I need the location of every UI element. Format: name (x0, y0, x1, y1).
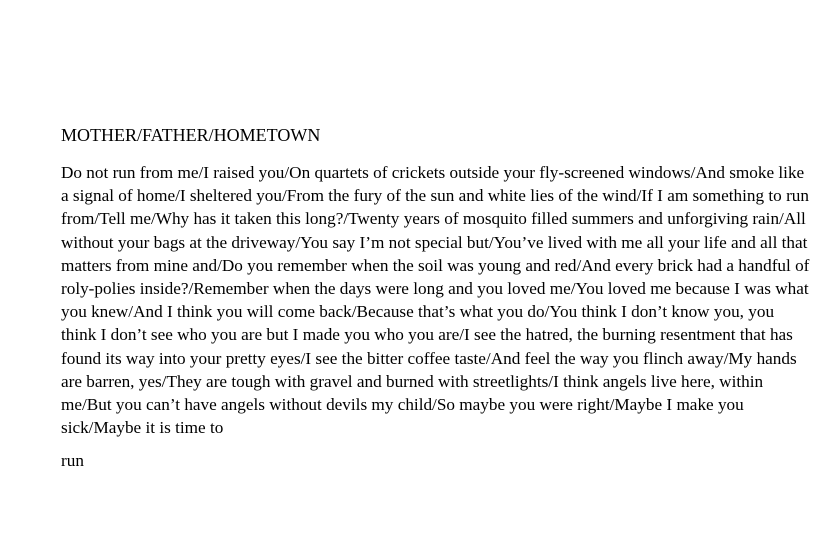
document-page (61, 124, 813, 472)
poem-final-word: run (61, 451, 84, 471)
poem-title: MOTHER/FATHER/HOMETOWN (61, 125, 321, 145)
poem-body: Do not run from me/I raised you/On quartets of crickets outside your fly-screened windows/And smoke like a signal of home/I sheltered you/From the fury of the sun and white lies of the wind/If I am something to run from/Tell me/Why has it taken this long?/Twenty years of mosquito filled summers and unforgiving rain/All without your bags at the driveway/You say I’m not special but/You’ve lived with me all your life and all that matters from mine and/Do you remember when the soil was young and red/And every brick had a handful of roly-polies inside?/Remember when the days were long and you loved me/You loved me because I was what you knew/And I think you will come back/Because that’s what you do/You think I don’t know you, you think I don’t see who you are but I made you who you are/I see the hatred, the burning resentment that has found its way into your pretty eyes/I see the bitter coffee taste/And feel the way you flinch away/My hands are barren, yes/They are tough with gravel and burned with streetlights/I think angels live here, within me/But you can’t have angels without devils my child/So maybe you were right/Maybe I make you sick/Maybe it is time to (61, 163, 810, 438)
